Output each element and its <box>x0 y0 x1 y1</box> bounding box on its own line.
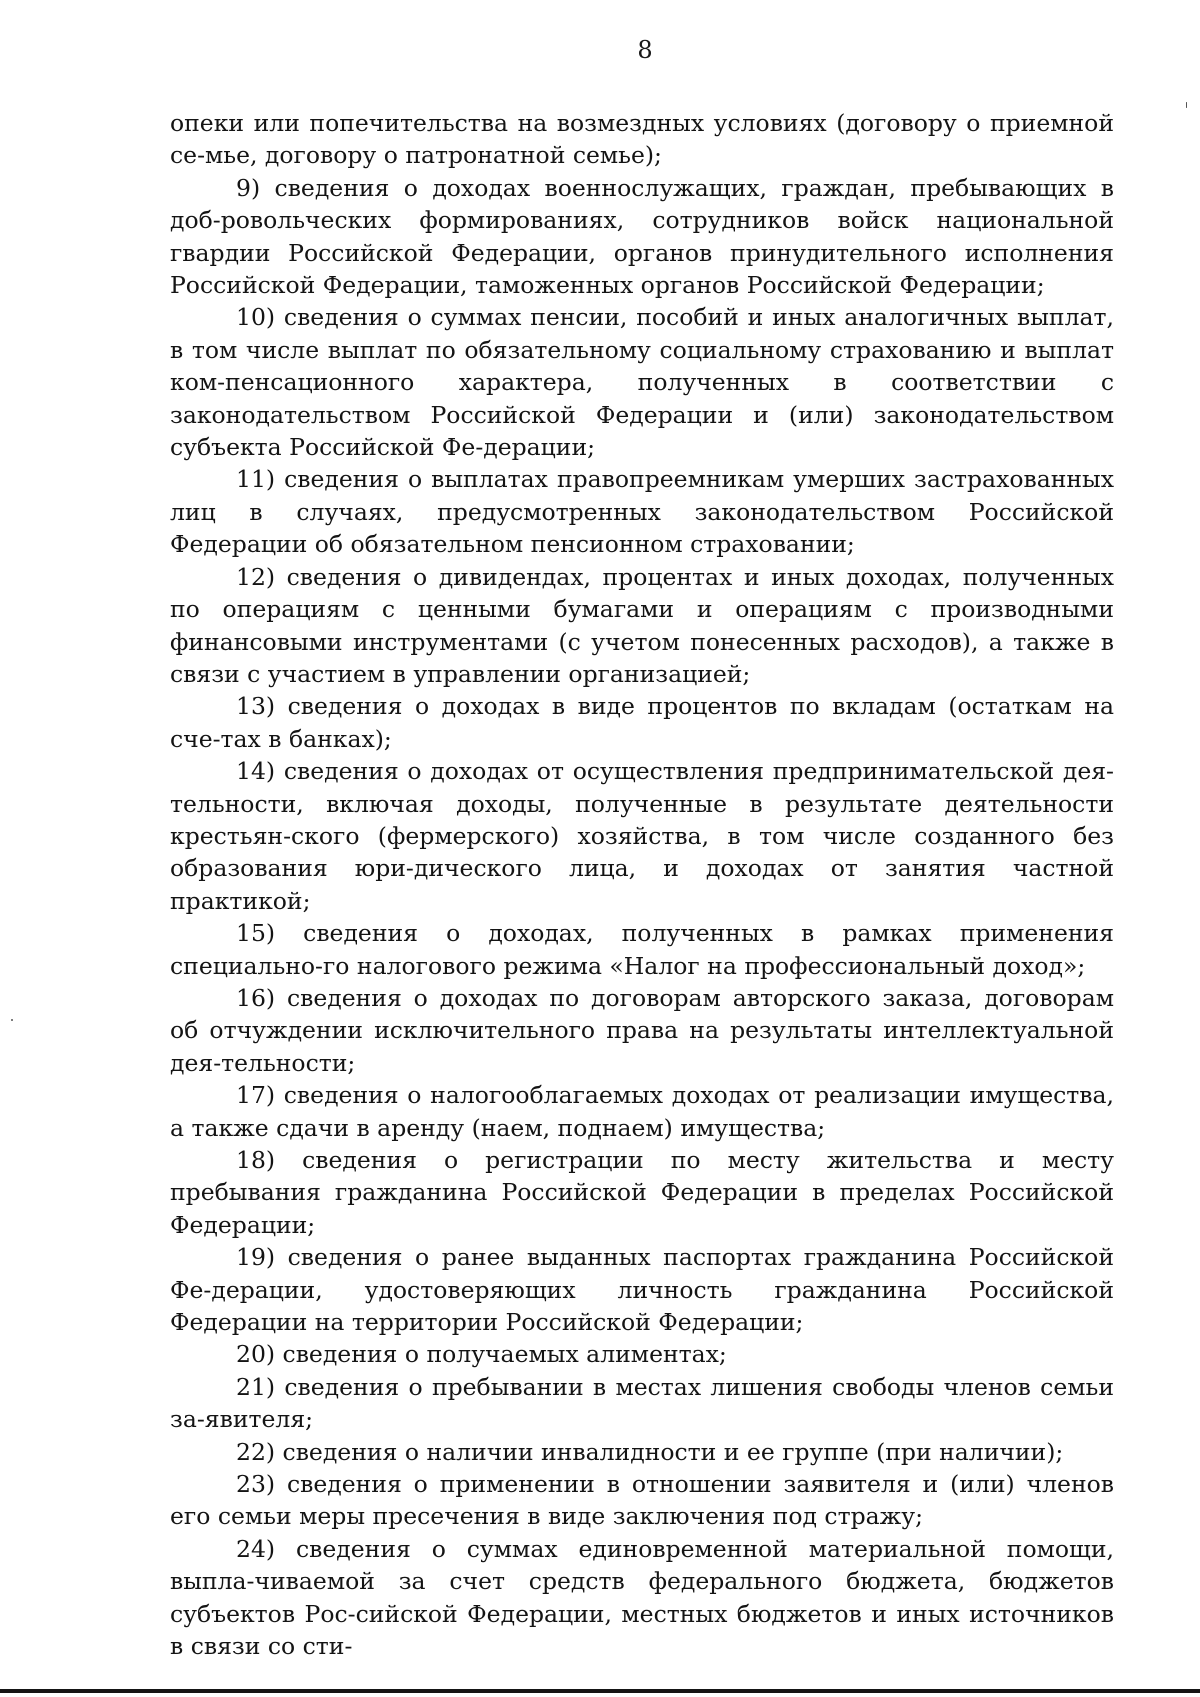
page-bottom-border <box>0 1689 1200 1693</box>
list-item-14: 14) сведения о доходах от осуществления предпринимательской дея-тельности, включая доходы, полученные в результате деятельности крестьян-ского (фермерского) хозяйства, в том числе созданного без образования юри-дического лица, и доходах от занятия частной практикой; <box>170 757 1114 915</box>
list-item-20: 20) сведения о получаемых алиментах; <box>236 1340 727 1369</box>
list-item-13: 13) сведения о доходах в виде процентов по вкладам (остаткам на сче-тах в банках); <box>170 692 1114 753</box>
list-item-9: 9) сведения о доходах военнослужащих, граждан, пребывающих в доб-ровольческих формированиях, сотрудников войск национальной гвардии Российской Федерации, органов принудительного исполнения Российской Федерации, таможенных органов Российской Федерации; <box>170 173 1114 300</box>
page-number: 8 <box>637 36 653 64</box>
list-item-22: 22) сведения о наличии инвалидности и ее группе (при наличии); <box>236 1437 1064 1466</box>
list-item-18: 18) сведения о регистрации по месту жительства и месту пребывания гражданина Российской Федерации в пределах Российской Федерации; <box>170 1146 1114 1239</box>
list-item-19: 19) сведения о ранее выданных паспортах гражданина Российской Фе-дерации, удостоверяющих личность гражданина Российской Федерации на территории Российской Федерации; <box>170 1243 1114 1337</box>
scan-speck <box>1186 102 1187 108</box>
scan-speck <box>11 1019 13 1021</box>
document-body <box>170 107 1114 1663</box>
list-item-10: 10) сведения о суммах пенсии, пособий и иных аналогичных выплат, в том числе выплат по обязательному социальному страхованию и выплат ком-пенсационного характера, полученных в соответствии с законодательством Российской Федерации и (или) законодательством субъекта Российской Фе-дерации; <box>170 303 1114 462</box>
list-item-17: 17) сведения о налогооблагаемых доходах от реализации имущества, а также сдачи в аренду (наем, поднаем) имущества; <box>170 1081 1114 1142</box>
list-item-15: 15) сведения о доходах, полученных в рамках применения специально-го налогового режима «Налог на профессиональный доход»; <box>170 919 1114 980</box>
list-item-12: 12) сведения о дивидендах, процентах и иных доходах, полученных по операциям с ценными бумагами и операциям с производными финансовыми инструментами (с учетом понесенных расходов), а также в связи с участием в управлении организацией; <box>170 562 1114 688</box>
list-item-24: 24) сведения о суммах единовременной материальной помощи, выпла-чиваемой за счет средств федерального бюджета, бюджетов субъектов Рос-сийской Федерации, местных бюджетов и иных источников в связи со сти- <box>170 1534 1114 1661</box>
list-item-11: 11) сведения о выплатах правопреемникам умерших застрахованных лиц в случаях, предусмотренных законодательством Российской Федерации об обязательном пенсионном страховании; <box>170 465 1114 559</box>
list-item-23: 23) сведения о применении в отношении заявителя и (или) членов его семьи меры пресечения в виде заключения под стражу; <box>170 1470 1114 1531</box>
list-item-16: 16) сведения о доходах по договорам авторского заказа, договорам об отчуждении исключительного права на результаты интеллектуальной дея-тельности; <box>170 983 1114 1077</box>
list-item-21: 21) сведения о пребывании в местах лишения свободы членов семьи за-явителя; <box>170 1372 1114 1434</box>
paragraph-continuation: опеки или попечительства на возмездных условиях (договору о приемной се-мье, договору о патронатной семье); <box>170 109 1114 170</box>
